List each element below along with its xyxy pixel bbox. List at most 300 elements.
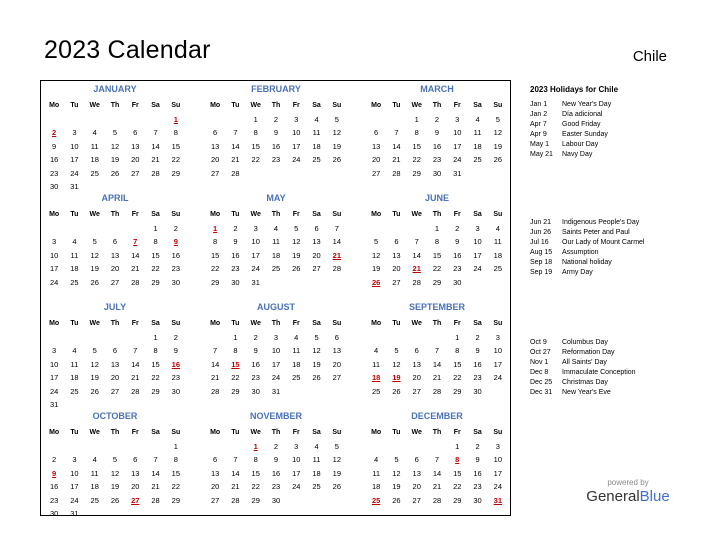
day-cell: 3 — [495, 441, 500, 451]
day-cell: 5 — [495, 114, 500, 124]
day-cell: 24 — [453, 155, 462, 165]
month-name: AUGUST — [257, 302, 295, 312]
weekday-header — [44, 208, 186, 222]
holiday-date: Dec 8 — [530, 368, 549, 376]
day-cell: 17 — [493, 359, 502, 369]
day-cell: 20 — [110, 264, 120, 274]
holiday-date: Sep 18 — [530, 258, 553, 266]
day-cell: 21 — [151, 155, 160, 165]
day-cell: 16 — [473, 359, 482, 369]
day-cell: 9 — [434, 128, 440, 138]
holiday-item — [530, 247, 700, 257]
day-cell: 10 — [292, 128, 301, 138]
day-cell: 16 — [453, 250, 462, 260]
day-cell: 21 — [131, 264, 140, 274]
holiday-day-cell: 19 — [392, 373, 401, 383]
day-cell: 8 — [253, 128, 258, 138]
week-row — [205, 140, 347, 154]
weekday-label: Tu — [70, 102, 79, 110]
week-row — [366, 153, 508, 167]
day-cell: 6 — [414, 455, 419, 465]
day-cell: 21 — [432, 482, 442, 492]
day-cell: 6 — [394, 237, 399, 247]
day-cell: 31 — [453, 168, 462, 178]
weekday-label: Fr — [292, 429, 300, 437]
week-row — [205, 249, 347, 263]
weekday-label: Su — [171, 320, 181, 328]
week-row — [205, 167, 347, 181]
holiday-item — [530, 347, 700, 357]
weekday-label: Fr — [453, 429, 461, 437]
weekday-label: Fr — [292, 211, 300, 219]
day-cell: 4 — [314, 441, 319, 451]
week-row — [366, 235, 508, 249]
day-cell: 27 — [312, 264, 321, 274]
day-cell: 24 — [493, 373, 502, 383]
day-cell: 26 — [292, 264, 301, 274]
day-cell: 28 — [131, 277, 140, 287]
day-cell: 23 — [49, 495, 59, 505]
holiday-item — [530, 109, 700, 119]
month-name: FEBRUARY — [251, 84, 301, 94]
month-days-grid — [44, 99, 186, 194]
day-cell: 25 — [292, 373, 301, 383]
weekday-label: Fr — [131, 211, 139, 219]
day-cell: 10 — [49, 359, 59, 369]
day-cell: 9 — [273, 128, 279, 138]
weekday-label: Mo — [210, 102, 221, 110]
day-cell: 20 — [131, 482, 140, 492]
weekday-label: Th — [110, 429, 120, 437]
week-row — [44, 153, 186, 167]
day-cell: 7 — [133, 346, 138, 356]
day-cell: 2 — [475, 332, 480, 342]
day-cell: 18 — [473, 141, 482, 151]
weekday-label: Sa — [312, 429, 321, 437]
day-cell: 5 — [112, 455, 118, 465]
month-name: JUNE — [424, 193, 449, 203]
day-cell: 19 — [312, 359, 321, 369]
day-cell: 17 — [271, 359, 281, 369]
month-name: JANUARY — [93, 84, 137, 94]
day-cell: 12 — [332, 455, 341, 465]
day-cell: 20 — [210, 155, 220, 165]
day-cell: 26 — [90, 277, 99, 287]
page-title: 2023 Calendar — [44, 36, 211, 64]
holiday-day-cell: 1 — [253, 441, 258, 451]
day-cell: 17 — [493, 468, 502, 478]
day-cell: 1 — [434, 223, 440, 233]
weekday-label: Tu — [231, 429, 240, 437]
holiday-date: Jun 21 — [530, 218, 552, 226]
weekday-header — [366, 317, 508, 331]
day-cell: 2 — [475, 441, 480, 451]
day-cell: 12 — [90, 359, 99, 369]
day-cell: 4 — [72, 237, 77, 247]
day-cell: 2 — [173, 223, 178, 233]
day-cell: 2 — [233, 223, 238, 233]
day-cell: 23 — [473, 373, 482, 383]
holiday-name: Good Friday — [562, 120, 601, 128]
day-cell: 20 — [392, 264, 401, 274]
day-cell: 3 — [495, 332, 500, 342]
weekday-label: Sa — [473, 211, 482, 219]
day-cell: 14 — [151, 468, 160, 478]
day-cell: 24 — [251, 264, 260, 274]
weekday-header — [44, 99, 186, 113]
month-name: OCTOBER — [92, 411, 138, 421]
weekday-label: Th — [432, 102, 442, 110]
day-cell: 17 — [70, 155, 79, 165]
holiday-name: New Year's Eve — [562, 388, 611, 396]
week-row — [366, 262, 508, 276]
month-october — [44, 411, 186, 519]
holiday-day-cell: 9 — [173, 237, 178, 247]
day-cell: 11 — [372, 359, 381, 369]
day-cell: 30 — [231, 277, 240, 287]
holiday-item — [530, 99, 700, 109]
day-cell: 18 — [312, 141, 321, 151]
week-row — [366, 113, 508, 127]
week-row — [366, 276, 508, 290]
weekday-label: Tu — [392, 211, 401, 219]
day-cell: 14 — [392, 141, 401, 151]
weekday-label: Su — [493, 211, 503, 219]
weekday-label: Fr — [453, 211, 461, 219]
weekday-header — [205, 208, 347, 222]
day-cell: 19 — [332, 468, 341, 478]
day-cell: 27 — [210, 168, 220, 178]
week-row — [44, 113, 186, 127]
day-cell: 23 — [271, 155, 281, 165]
day-cell: 31 — [271, 386, 281, 396]
holiday-item — [530, 119, 700, 129]
day-cell: 3 — [294, 114, 299, 124]
day-cell: 17 — [292, 141, 301, 151]
month-august — [205, 302, 347, 406]
day-cell: 25 — [70, 277, 79, 287]
week-row — [366, 480, 508, 494]
weekday-label: We — [89, 211, 100, 219]
day-cell: 24 — [473, 264, 482, 274]
month-days-grid — [44, 426, 186, 521]
week-row — [366, 344, 508, 358]
week-row — [44, 385, 186, 399]
day-cell: 22 — [251, 482, 260, 492]
weekday-label: Sa — [312, 102, 321, 110]
day-cell: 20 — [412, 482, 421, 492]
day-cell: 3 — [273, 332, 279, 342]
month-december — [366, 411, 508, 515]
holiday-item — [530, 217, 700, 227]
day-cell: 5 — [394, 455, 399, 465]
weekday-label: Tu — [392, 102, 401, 110]
day-cell: 4 — [72, 346, 77, 356]
month-days-grid — [44, 317, 186, 412]
day-cell: 19 — [90, 264, 99, 274]
day-cell: 28 — [332, 264, 341, 274]
country-label: Chile — [632, 48, 667, 65]
holiday-day-cell: 15 — [231, 359, 240, 369]
day-cell: 10 — [251, 237, 260, 247]
day-cell: 4 — [475, 114, 480, 124]
week-row — [366, 440, 508, 454]
day-cell: 28 — [432, 386, 442, 396]
day-cell: 15 — [453, 359, 462, 369]
month-days-grid — [366, 208, 508, 289]
weekday-label: Tu — [70, 429, 79, 437]
holidays-title: 2023 Holidays for Chile — [530, 85, 619, 94]
day-cell: 5 — [112, 128, 118, 138]
week-row — [205, 385, 347, 399]
weekday-label: Su — [332, 102, 342, 110]
day-cell: 13 — [210, 468, 220, 478]
holiday-name: Our Lady of Mount Carmel — [562, 238, 645, 246]
month-november — [205, 411, 347, 515]
day-cell: 11 — [312, 455, 321, 465]
holiday-item — [530, 139, 700, 149]
holiday-day-cell: 1 — [173, 114, 178, 124]
week-row — [366, 358, 508, 372]
weekday-label: Tu — [231, 211, 240, 219]
day-cell: 28 — [231, 168, 240, 178]
day-cell: 19 — [392, 482, 401, 492]
holiday-day-cell: 21 — [412, 264, 421, 274]
weekday-label: We — [411, 211, 422, 219]
day-cell: 5 — [314, 332, 319, 342]
weekday-label: Su — [332, 211, 342, 219]
day-cell: 6 — [112, 346, 118, 356]
day-cell: 17 — [292, 468, 301, 478]
day-cell: 30 — [453, 277, 462, 287]
holiday-item — [530, 257, 700, 267]
weekday-label: We — [250, 320, 261, 328]
day-cell: 19 — [90, 373, 99, 383]
holiday-item — [530, 367, 700, 377]
holiday-day-cell: 26 — [371, 277, 381, 287]
month-days-grid — [366, 426, 508, 507]
weekday-label: Mo — [49, 429, 60, 437]
day-cell: 13 — [110, 250, 120, 260]
holiday-date: May 21 — [530, 150, 553, 158]
day-cell: 29 — [453, 386, 462, 396]
weekday-label: Su — [171, 211, 181, 219]
day-cell: 29 — [151, 277, 160, 287]
month-days-grid — [205, 99, 347, 180]
day-cell: 22 — [151, 373, 160, 383]
holiday-name: Christmas Day — [562, 378, 608, 386]
day-cell: 18 — [90, 155, 99, 165]
day-cell: 14 — [412, 250, 421, 260]
day-cell: 3 — [455, 114, 460, 124]
day-cell: 14 — [151, 141, 160, 151]
day-cell: 8 — [414, 128, 419, 138]
week-row — [205, 222, 347, 236]
day-cell: 11 — [70, 250, 79, 260]
week-row — [366, 385, 508, 399]
day-cell: 7 — [434, 346, 440, 356]
day-cell: 2 — [273, 441, 279, 451]
day-cell: 4 — [374, 455, 379, 465]
weekday-label: Th — [271, 429, 281, 437]
day-cell: 25 — [271, 264, 281, 274]
month-january — [44, 84, 186, 192]
day-cell: 9 — [233, 237, 238, 247]
day-cell: 24 — [49, 277, 59, 287]
day-cell: 1 — [253, 114, 258, 124]
day-cell: 12 — [332, 128, 341, 138]
month-days-grid — [366, 317, 508, 398]
month-name: MAY — [266, 193, 286, 203]
day-cell: 30 — [432, 168, 442, 178]
day-cell: 26 — [493, 155, 502, 165]
day-cell: 4 — [273, 223, 279, 233]
weekday-label: Fr — [453, 320, 461, 328]
day-cell: 8 — [153, 346, 158, 356]
day-cell: 1 — [153, 332, 158, 342]
day-cell: 28 — [392, 168, 401, 178]
weekday-header — [205, 426, 347, 440]
month-july — [44, 302, 186, 410]
holiday-name: National holiday — [562, 258, 612, 266]
weekday-label: Tu — [231, 320, 240, 328]
holiday-name: New Year's Day — [562, 100, 612, 108]
day-cell: 12 — [493, 128, 502, 138]
week-row — [44, 344, 186, 358]
holiday-name: Columbus Day — [562, 338, 608, 346]
holiday-item — [530, 267, 700, 277]
day-cell: 17 — [70, 482, 79, 492]
day-cell: 31 — [251, 277, 260, 287]
day-cell: 12 — [392, 468, 401, 478]
day-cell: 15 — [171, 141, 180, 151]
weekday-label: Fr — [292, 320, 300, 328]
day-cell: 7 — [334, 223, 339, 233]
day-cell: 24 — [70, 168, 79, 178]
day-cell: 25 — [70, 386, 79, 396]
day-cell: 24 — [70, 495, 79, 505]
day-cell: 7 — [213, 346, 218, 356]
day-cell: 13 — [131, 141, 140, 151]
day-cell: 23 — [473, 482, 482, 492]
day-cell: 15 — [453, 468, 462, 478]
day-cell: 17 — [251, 250, 260, 260]
weekday-label: Su — [332, 320, 342, 328]
day-cell: 10 — [292, 455, 301, 465]
day-cell: 7 — [414, 237, 419, 247]
week-row — [44, 440, 186, 454]
day-cell: 29 — [151, 386, 160, 396]
day-cell: 10 — [271, 346, 281, 356]
week-row — [44, 480, 186, 494]
weekday-label: Tu — [392, 320, 401, 328]
month-may — [205, 193, 347, 297]
day-cell: 11 — [372, 468, 381, 478]
day-cell: 18 — [371, 482, 381, 492]
day-cell: 11 — [292, 346, 301, 356]
week-row — [366, 467, 508, 481]
day-cell: 1 — [153, 223, 158, 233]
holiday-day-cell: 1 — [213, 223, 218, 233]
weekday-label: We — [89, 102, 100, 110]
weekday-label: Sa — [312, 211, 321, 219]
holiday-date: Oct 9 — [530, 338, 547, 346]
weekday-label: We — [250, 429, 261, 437]
day-cell: 12 — [312, 346, 321, 356]
day-cell: 19 — [332, 141, 341, 151]
weekday-header — [44, 426, 186, 440]
day-cell: 4 — [374, 346, 379, 356]
day-cell: 6 — [112, 237, 118, 247]
day-cell: 28 — [131, 386, 140, 396]
day-cell: 30 — [473, 386, 482, 396]
month-name: SEPTEMBER — [408, 302, 465, 312]
holiday-date: Dec 31 — [530, 388, 553, 396]
holiday-item — [530, 357, 700, 367]
week-row — [44, 167, 186, 181]
holiday-date: Jun 26 — [530, 228, 552, 236]
week-row — [205, 113, 347, 127]
weekday-label: Sa — [473, 102, 482, 110]
day-cell: 7 — [434, 455, 440, 465]
weekday-label: We — [89, 320, 100, 328]
day-cell: 30 — [171, 386, 180, 396]
day-cell: 5 — [92, 237, 97, 247]
day-cell: 9 — [273, 455, 279, 465]
day-cell: 16 — [49, 482, 59, 492]
day-cell: 17 — [453, 141, 462, 151]
week-row — [205, 440, 347, 454]
weekday-label: Sa — [151, 211, 160, 219]
day-cell: 12 — [110, 141, 120, 151]
day-cell: 6 — [374, 128, 379, 138]
holiday-name: Reformation Day — [562, 348, 615, 356]
month-name: JULY — [103, 302, 127, 312]
holiday-name: Saints Peter and Paul — [562, 228, 630, 236]
day-cell: 12 — [392, 359, 401, 369]
month-days-grid — [205, 208, 347, 289]
day-cell: 21 — [210, 373, 220, 383]
week-row — [205, 371, 347, 385]
week-row — [44, 180, 186, 194]
weekday-header — [44, 317, 186, 331]
day-cell: 27 — [371, 168, 381, 178]
day-cell: 6 — [213, 128, 218, 138]
day-cell: 15 — [171, 468, 180, 478]
holiday-date: Oct 27 — [530, 348, 551, 356]
day-cell: 12 — [371, 250, 381, 260]
weekday-label: Th — [110, 320, 120, 328]
holiday-date: Aug 15 — [530, 248, 553, 256]
day-cell: 9 — [475, 455, 480, 465]
day-cell: 4 — [314, 114, 319, 124]
day-cell: 29 — [412, 168, 421, 178]
week-row — [44, 235, 186, 249]
holiday-day-cell: 9 — [52, 468, 57, 478]
weekday-label: Mo — [210, 320, 221, 328]
day-cell: 16 — [171, 250, 180, 260]
month-february — [205, 84, 347, 188]
week-row — [44, 276, 186, 290]
weekday-label: We — [250, 102, 261, 110]
weekday-label: Tu — [231, 102, 240, 110]
day-cell: 4 — [92, 128, 97, 138]
day-cell: 28 — [151, 495, 160, 505]
week-row — [205, 126, 347, 140]
week-row — [205, 262, 347, 276]
day-cell: 18 — [292, 359, 301, 369]
month-days-grid — [44, 208, 186, 289]
